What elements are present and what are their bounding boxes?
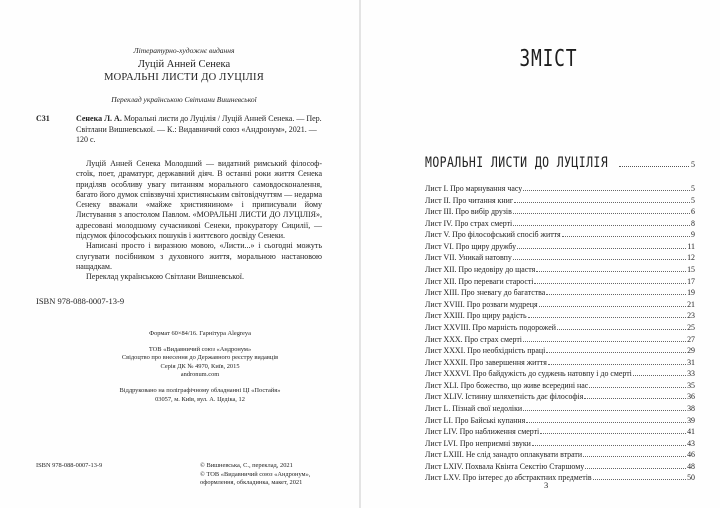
imprint-header <box>76 46 292 105</box>
toc-entry[interactable] <box>425 357 695 369</box>
registry-series: Серія ДК № 4970, Київ, 2015 <box>160 362 240 370</box>
copyright-line: © Вишневська, С., переклад, 2021 <box>200 462 293 469</box>
toc-entry-page: 48 <box>687 461 695 471</box>
toc-entry[interactable] <box>425 472 695 484</box>
publisher-website: andronum.com <box>180 371 220 379</box>
biblio-author: Сенека Л. А. <box>76 114 122 123</box>
dot-leader <box>548 364 686 365</box>
toc-entry-page: 23 <box>687 311 695 321</box>
toc-entry-page: 36 <box>687 392 695 402</box>
contents-page <box>361 0 720 508</box>
toc-entry-title: Лист I. Про марнування часу <box>425 184 523 193</box>
toc-entry[interactable] <box>425 252 695 264</box>
dot-leader <box>514 202 690 203</box>
toc-entry-title: Лист V. Про філософський спосіб життя <box>425 230 561 240</box>
toc-entry-title: Лист VII. Уникай натовпу <box>425 253 512 263</box>
isbn-footer: ISBN 978-088-0007-13-9 <box>36 462 103 469</box>
toc-entry[interactable] <box>425 461 695 473</box>
toc-entry[interactable] <box>425 276 695 288</box>
bibliographic-record <box>76 114 322 146</box>
toc-entry-page: 31 <box>687 357 695 367</box>
annotation-paragraph: Написані просто і виразною мовою, «Листи...» і сьогодні можуть слугувати посібником з духовного життя, моральною настановою нащадкам. <box>76 241 322 271</box>
toc-entry-title: Лист XVIII. Про розваги мудреця <box>425 299 538 309</box>
toc-entry-page: 5 <box>691 184 695 193</box>
toc-entry[interactable] <box>425 206 695 218</box>
dot-leader <box>593 479 686 480</box>
publishing-details <box>100 330 300 404</box>
dot-leader <box>557 329 686 330</box>
toc-entry[interactable] <box>425 380 695 392</box>
toc-entry-title: Лист XII. Про недовіру до щастя <box>425 265 536 275</box>
annotation-paragraph: Луцій Анней Сенека Молодший — видатний римський філософ-стоїк, поет, драматург, державний діяч. В останні роки життя Сенека приділяв особливу увагу питанням морального самовдосконалення, багато його думок співзвучні християнським світовідчуттям — недарма Сенеку вважали «майже християнином» і приписували йому Листування з апостолом Павлом. «МОРАЛЬНІ ЛИСТИ ДО ЛУЦІЛІЯ», адресовані молодшому сучасникові Сенеки, прокуратору Сицилії, — підсумок філософських пошуків і життєвого досвіду Сенеки. <box>76 159 322 241</box>
biblio-text: Моральні листи до Луцілія / Луцій Анней Сенека. — Пер. Світлани Вишневської. — К.: Видавничий союз «Андронум», 2021. — 120 с. <box>76 114 322 144</box>
toc-entry-title: Лист IV. Про страх смерті <box>425 218 513 228</box>
toc-entry-title: Лист XXIII. Про щиру радість <box>425 311 527 321</box>
toc-entry-page: 5 <box>691 195 695 205</box>
toc-entry-page: 12 <box>687 253 695 263</box>
toc-entry-page: 27 <box>687 334 695 344</box>
printer-line: Віддруковано на поліграфічному обладнанні ЦІ «Постайя» <box>119 386 281 394</box>
isbn: ISBN 978-088-0007-13-9 <box>36 296 125 306</box>
toc-entry-title: Лист LXIII. Не слід занадто оплакувати втрати <box>425 450 583 460</box>
toc-entry[interactable] <box>425 195 695 207</box>
dot-leader <box>523 341 686 342</box>
toc-entry-title: Лист XLI. Про божество, що живе всередині нас <box>425 380 589 390</box>
dot-leader <box>619 166 689 167</box>
toc-entry[interactable] <box>425 310 695 322</box>
copyright-line: © ТОВ «Видавничий союз «Андронум», <box>200 470 311 478</box>
toc-entry[interactable] <box>425 426 695 438</box>
book-title: МОРАЛЬНІ ЛИСТИ ДО ЛУЦІЛІЯ <box>104 72 264 83</box>
dot-leader <box>526 422 686 423</box>
toc-main-label: МОРАЛЬНІ ЛИСТИ ДО ЛУЦІЛІЯ <box>425 155 609 171</box>
toc-entry-page: 43 <box>687 438 695 448</box>
toc-entry[interactable] <box>425 264 695 276</box>
toc-entry-page: 6 <box>691 207 695 217</box>
toc-entry[interactable] <box>425 241 695 253</box>
dot-leader <box>513 225 690 226</box>
copyright-line: оформлення, обкладинка, макет, 2021 <box>200 479 303 487</box>
toc-main-entry[interactable] <box>425 155 695 171</box>
toc-entry-title: Лист LXV. Про інтерес до абстрактних предметів <box>425 473 592 483</box>
toc-entry-page: 50 <box>687 473 695 483</box>
dot-leader <box>513 259 686 260</box>
toc-entry[interactable] <box>425 345 695 357</box>
dot-leader <box>589 387 686 388</box>
toc-entry-page: 25 <box>687 322 695 332</box>
toc-entry-page: 33 <box>687 369 695 379</box>
toc-entry-page: 15 <box>687 265 695 275</box>
classification-code: С31 <box>36 114 50 123</box>
annotation-paragraph: Переклад українською Світлани Вишневської. <box>86 272 244 282</box>
toc-entry-page: 39 <box>687 415 695 425</box>
toc-entry-page: 19 <box>687 288 695 298</box>
toc-entry-page: 29 <box>687 346 695 356</box>
toc-entry[interactable] <box>425 415 695 427</box>
contents-heading: ЗМІСТ <box>519 46 578 72</box>
toc-entry-title: Лист XXX. Про страх смерті <box>425 334 522 344</box>
toc-entry-title: Лист XIII. Про зневагу до багатства <box>425 288 546 298</box>
registry-certificate: Свідоцтво про внесення до Державного реєстру видавців <box>121 354 279 362</box>
copyright-notice <box>200 462 330 488</box>
author-name: Луцій Анней Сенека <box>137 59 231 70</box>
dot-leader <box>539 306 687 307</box>
toc-entry[interactable] <box>425 334 695 346</box>
dot-leader <box>546 294 686 295</box>
toc-entry-page: 11 <box>687 241 695 251</box>
toc-entry[interactable] <box>425 391 695 403</box>
publisher-name: ТОВ «Видавничий союз «Андронум» <box>148 345 252 353</box>
toc-entry-title: Лист LIV. Про наближення смерті <box>425 427 540 437</box>
toc-entry-title: Лист L. Пізнай свої недоліки <box>425 403 523 413</box>
toc-entry-page: 21 <box>687 299 695 309</box>
annotation <box>76 159 322 283</box>
dot-leader <box>584 398 686 399</box>
toc-entry[interactable] <box>425 287 695 299</box>
toc-entry-title: Лист XXVIII. Про марність подорожей <box>425 322 556 332</box>
dot-leader <box>536 271 686 272</box>
toc-entry[interactable] <box>425 438 695 450</box>
toc-entry-title: Лист VI. Про щиру дружбу <box>425 241 517 251</box>
dot-leader <box>546 352 686 353</box>
dot-leader <box>513 213 690 214</box>
toc-entry-page: 9 <box>691 230 695 240</box>
dot-leader <box>523 410 686 411</box>
toc-entry[interactable] <box>425 403 695 415</box>
printer-address: 03057, м. Київ, вул. А. Цедіка, 12 <box>155 395 245 403</box>
dot-leader <box>583 456 686 457</box>
toc-entry-page: 46 <box>687 450 695 460</box>
toc-entry-title: Лист XLIV. Істинну шляхетність дає філософія <box>425 392 584 402</box>
toc-entry-page: 35 <box>687 380 695 390</box>
toc-entry[interactable] <box>425 183 695 195</box>
toc-entry-title: Лист XII. Про переваги старості <box>425 276 534 286</box>
toc-entry-title: Лист XXXI. Про необхідність праці <box>425 346 546 356</box>
dot-leader <box>562 236 690 237</box>
toc-entry-page: 38 <box>687 403 695 413</box>
toc-entry-title: Лист LXIV. Похвала Квінта Секстію Старшому <box>425 461 585 471</box>
dot-leader <box>517 248 686 249</box>
toc-entry-page: 41 <box>687 427 695 437</box>
toc-entry-title: Лист XXXII. Про завершення життя <box>425 357 547 367</box>
toc-entry-title: Лист LI. Про Байські купання <box>425 415 526 425</box>
toc-entry-page: 8 <box>691 218 695 228</box>
toc-entry[interactable] <box>425 368 695 380</box>
toc-entry-title: Лист XXXVI. Про байдужість до суджень натовпу і до смерті <box>425 369 632 379</box>
toc-entry[interactable] <box>425 322 695 334</box>
dot-leader <box>585 468 686 469</box>
imprint-page <box>0 0 359 508</box>
toc-entry[interactable] <box>425 218 695 230</box>
dot-leader <box>534 283 686 284</box>
dot-leader <box>540 433 686 434</box>
dot-leader <box>528 317 687 318</box>
toc-entry[interactable] <box>425 229 695 241</box>
dot-leader <box>523 190 690 191</box>
toc-main-page: 5 <box>691 160 695 169</box>
toc-list <box>425 183 695 484</box>
toc-entry[interactable] <box>425 299 695 311</box>
page-number: 3 <box>544 480 549 490</box>
toc-entry-title: Лист II. Про читання книг <box>425 195 514 205</box>
toc-entry-title: Лист LVI. Про неприємні звуки <box>425 438 531 448</box>
toc-entry-page: 17 <box>687 276 695 286</box>
dot-leader <box>532 445 686 446</box>
format-line: Формат 60×84/16. Гарнітура Alegreya <box>149 330 251 337</box>
toc-entry[interactable] <box>425 449 695 461</box>
translator-credit: Переклад українською Світлани Вишневської <box>111 95 257 104</box>
toc-entry-title: Лист III. Про вибір друзів <box>425 207 512 217</box>
series-label: Літературно-художнє видання <box>133 46 235 55</box>
dot-leader <box>633 375 686 376</box>
